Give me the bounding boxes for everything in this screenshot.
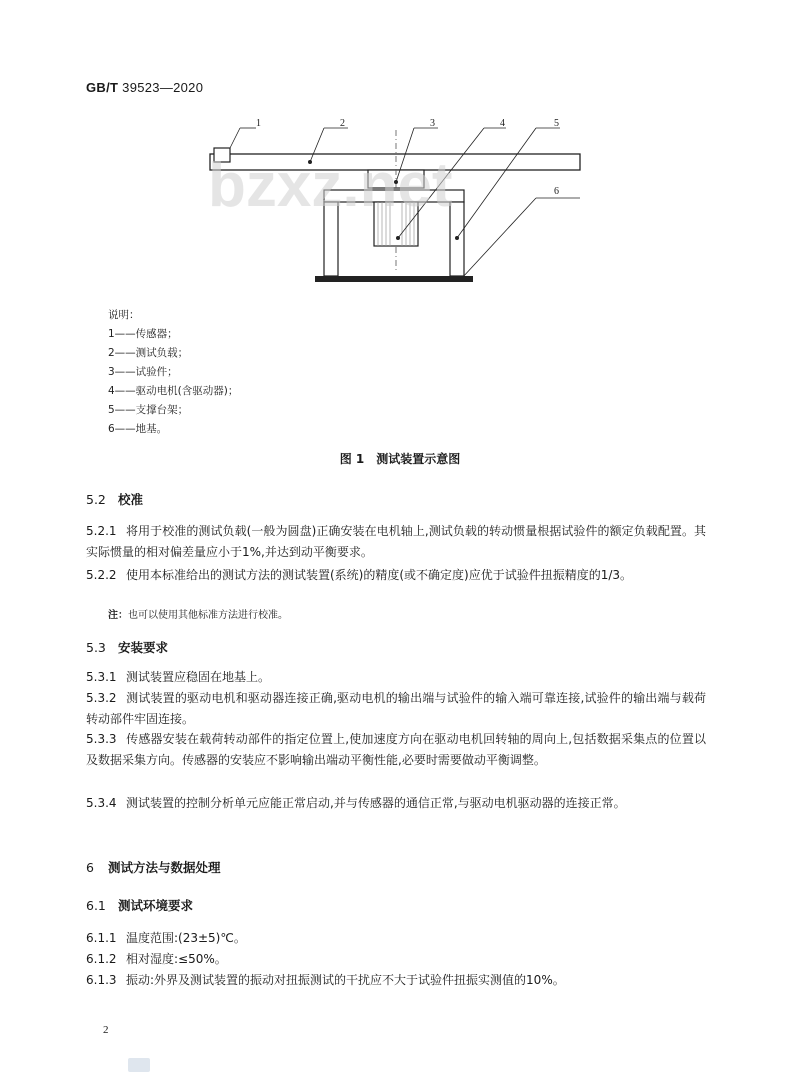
callout-3: 3	[430, 118, 435, 129]
legend-item: 2——测试负载；	[108, 347, 189, 359]
clause-number: 6.1.3	[86, 973, 117, 987]
clause-number: 5.3.2	[86, 691, 117, 705]
clause-5-3-1	[86, 667, 706, 688]
figure-caption	[0, 450, 800, 467]
clause-text: 测试装置应稳固在地基上。	[126, 670, 271, 684]
clause-5-3-2	[86, 688, 706, 729]
legend-title: 说明：	[108, 309, 140, 321]
clause-number: 5.3.3	[86, 732, 117, 746]
clause-text: 相对湿度:≤50%。	[126, 952, 227, 966]
standard-number: 39523—2020	[118, 80, 204, 95]
figure-title: 测试装置示意图	[376, 452, 461, 466]
note-label: 注：	[108, 610, 128, 621]
clause-text: 振动:外界及测试装置的振动对扭振测试的干扰应不大于试验件扭振实测值的10%。	[126, 973, 565, 987]
watermark: bzxz.net	[208, 151, 453, 220]
section-number: 5.3	[86, 640, 106, 655]
clause-number: 6.1.1	[86, 931, 117, 945]
section-5-2-heading	[86, 490, 143, 508]
clause-6-1-2	[86, 949, 706, 970]
section-title: 测试方法与数据处理	[108, 860, 221, 875]
section-5-3-heading	[86, 638, 168, 656]
clause-text: 测试装置的驱动电机和驱动器连接正确,驱动电机的输出端与试验件的输入端可靠连接,试验件的输出端与载荷转动部件牢固连接。	[86, 691, 706, 726]
section-title: 校准	[118, 492, 144, 507]
clause-5-3-4	[86, 793, 706, 814]
callout-5: 5	[554, 118, 559, 129]
legend-item: 6——地基。	[108, 423, 168, 435]
clause-text: 温度范围:(23±5)℃。	[126, 931, 246, 945]
callout-2: 2	[340, 118, 345, 129]
clause-number: 6.1.2	[86, 952, 117, 966]
legend-item: 1——传感器；	[108, 328, 178, 340]
clause-number: 5.3.1	[86, 670, 117, 684]
section-6-1-heading	[86, 896, 193, 914]
clause-text: 传感器安装在载荷转动部件的指定位置上,使加速度方向在驱动电机回转轴的周向上,包括数据采集点的位置以及数据采集方向。传感器的安装应不影响输出端动平衡性能,必要时需要做动平衡调整。	[86, 732, 706, 767]
section-number: 5.2	[86, 492, 106, 507]
foundation	[315, 276, 473, 282]
section-number: 6	[86, 860, 94, 875]
callout-4: 4	[500, 118, 505, 129]
clause-6-1-3	[86, 970, 706, 991]
clause-text: 将用于校准的测试负载(一般为圆盘)正确安装在电机轴上,测试负载的转动惯量根据试验件的额定负载配置。其实际惯量的相对偏差量应小于1%,并达到动平衡要求。	[86, 524, 706, 559]
clause-number: 5.3.4	[86, 796, 117, 810]
clause-text: 使用本标准给出的测试方法的测试装置(系统)的精度(或不确定度)应优于试验件扭振精度的1/3。	[126, 568, 633, 582]
clause-number: 5.2.2	[86, 568, 117, 582]
legend-item: 4——驱动电机(含驱动器)；	[108, 385, 239, 397]
section-title: 测试环境要求	[118, 898, 194, 913]
callout-6: 6	[554, 186, 559, 197]
test-setup-diagram	[200, 110, 600, 290]
legend-item: 3——试验件；	[108, 366, 178, 378]
clause-5-2-2	[86, 565, 706, 586]
callout-1: 1	[256, 118, 261, 129]
clause-6-1-1	[86, 928, 706, 949]
page-number: 2	[103, 1024, 109, 1036]
legend-item: 5——支撑台架；	[108, 404, 189, 416]
note-text: 也可以使用其他标准方法进行校准。	[128, 610, 288, 621]
clause-number: 5.2.1	[86, 524, 117, 538]
section-number: 6.1	[86, 898, 106, 913]
stamp-logo	[128, 1058, 150, 1072]
note	[108, 606, 728, 627]
standard-prefix: GB/T	[86, 80, 119, 95]
figure-legend	[108, 306, 238, 439]
figure-label: 图 1	[339, 452, 365, 466]
clause-5-3-3	[86, 729, 706, 770]
clause-text: 测试装置的控制分析单元应能正常启动,并与传感器的通信正常,与驱动电机驱动器的连接正常。	[126, 796, 626, 810]
document-header	[86, 80, 203, 95]
section-title: 安装要求	[118, 640, 169, 655]
clause-5-2-1	[86, 521, 706, 562]
section-6-heading	[86, 858, 221, 876]
